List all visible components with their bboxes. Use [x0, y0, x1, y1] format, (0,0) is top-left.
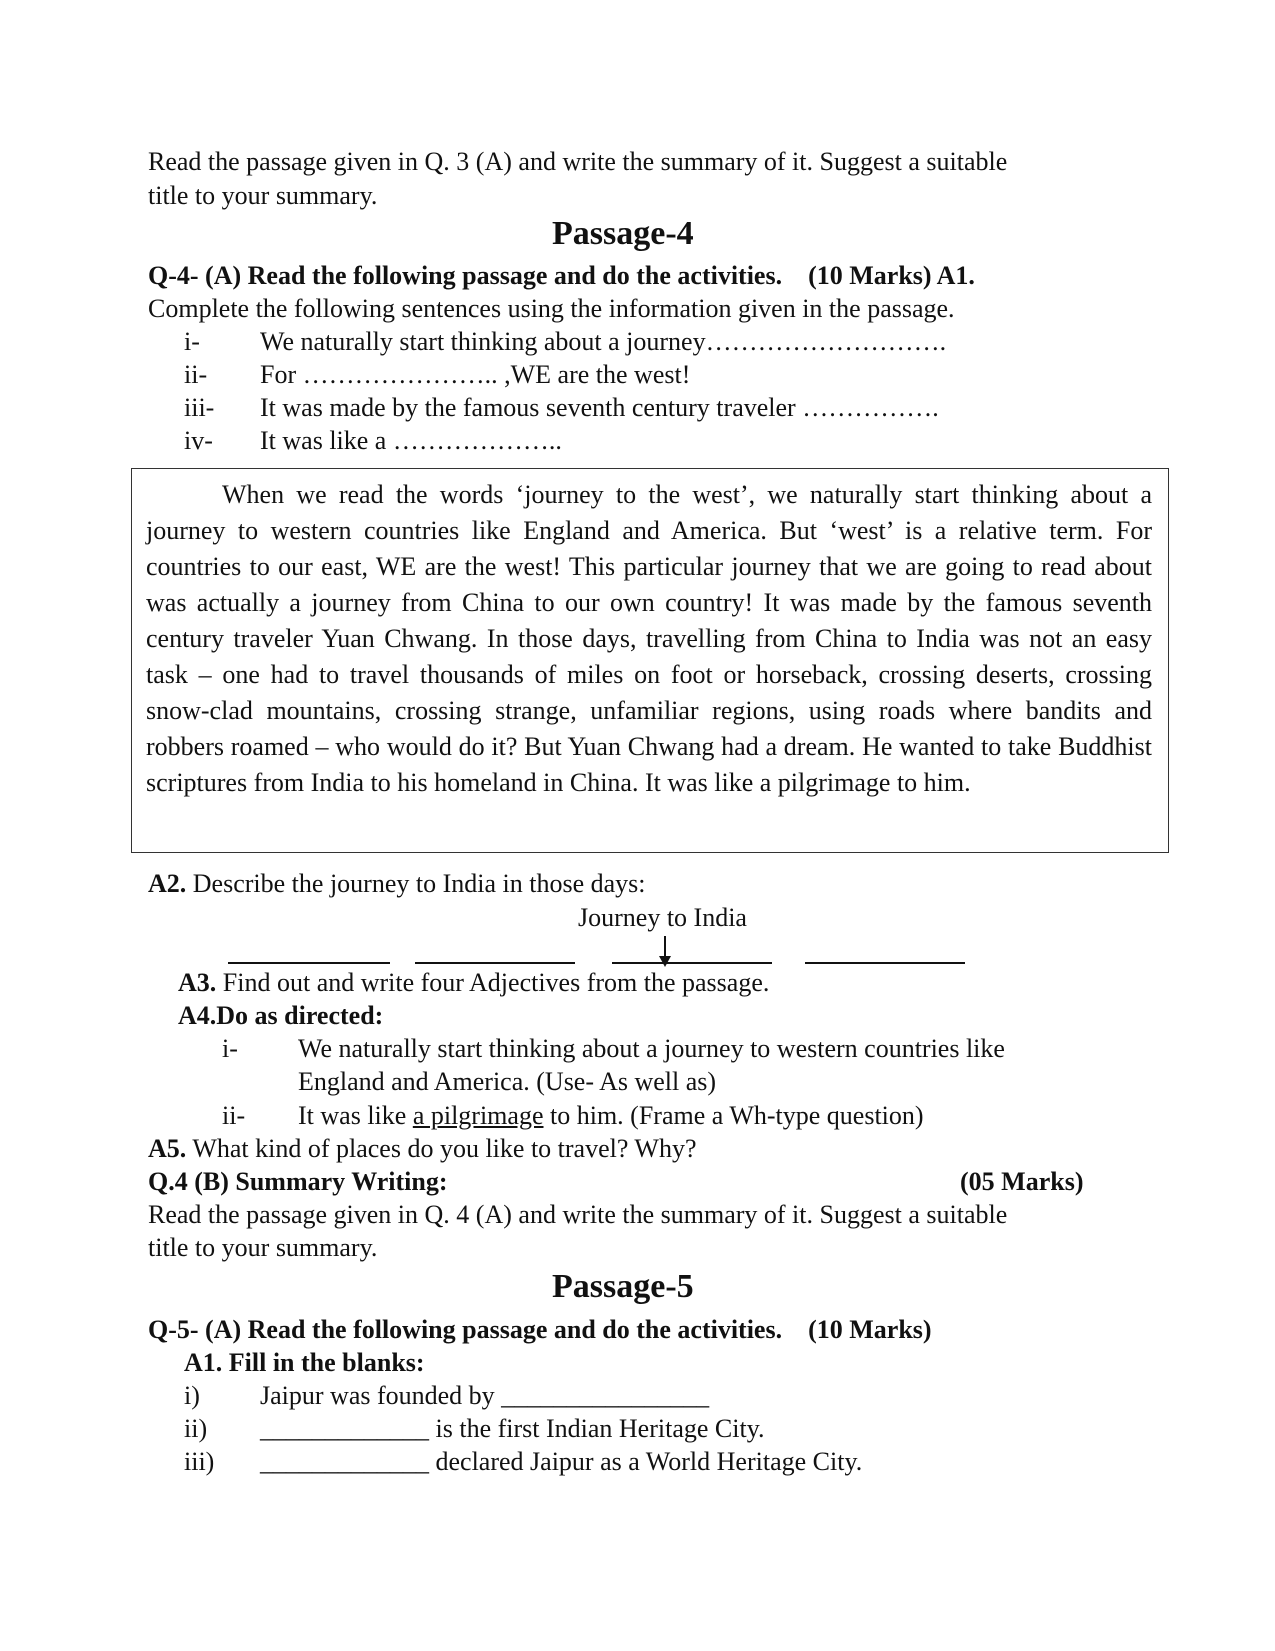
q5-a1-item-3-num: iii): [184, 1447, 215, 1476]
q4-a1-item-1-text: We naturally start thinking about a journey……………………….: [260, 327, 947, 356]
passage-4-heading: Passage-4: [552, 215, 694, 252]
intro-line-1: Read the passage given in Q. 3 (A) and write the summary of it. Suggest a suitable: [148, 147, 1008, 176]
q4-question: Q-4- (A) Read the following passage and do the activities. (10 Marks) A1.: [148, 261, 975, 290]
q4-a5: [148, 1133, 697, 1165]
passage-4-text: When we read the words ‘journey to the west’, we naturally start thinking about a journey to western countries like England and America. But ‘west’ is a relative term. For countries to our east, WE are the west! This particular journey that we are going to read about was actually a journey from China to our own country! It was made by the famous seventh century traveler Yuan Chwang. In those days, travelling from China to India was not an easy task – one had to travel thousands of miles on foot or horseback, crossing deserts, crossing snow-clad mountains, crossing strange, unfamiliar regions, using roads where bandits and robbers roamed – who would do it? But Yuan Chwang had a dream. He wanted to take Buddhist scriptures from India to his homeland in China. It was like a pilgrimage to him.: [146, 480, 1152, 797]
passage-4-box: [131, 468, 1169, 853]
q4-a4-item-1-text-1: We naturally start thinking about a journey to western countries like: [298, 1034, 1005, 1063]
q4-a1-item-2-text: For ………………….. ,WE are the west!: [260, 360, 691, 389]
answer-line-4[interactable]: [805, 962, 965, 964]
q5-a1-item-1-text: Jaipur was founded by ________________: [260, 1381, 710, 1410]
q5-a1-item-2-num: ii): [184, 1414, 208, 1443]
q4-a5-label: A5.: [148, 1134, 187, 1163]
q4-a3: [178, 967, 769, 999]
q4-a4-item-2-pre: It was like: [298, 1101, 413, 1130]
q4-a3-text: Find out and write four Adjectives from the passage.: [222, 968, 770, 997]
q4-a3-label: A3.: [178, 968, 217, 997]
answer-line-2[interactable]: [415, 962, 575, 964]
q4-a4-item-2-text: [298, 1100, 924, 1132]
q4-a1-item-1-num: i-: [184, 327, 200, 356]
q4-a4-item-1-text-2: England and America. (Use- As well as): [298, 1067, 717, 1096]
q4b-line-2: title to your summary.: [148, 1233, 378, 1262]
q4-a4-item-2-num: ii-: [222, 1101, 246, 1130]
q4-a2-label: A2.: [148, 869, 187, 898]
q4-a1-item-3-text: It was made by the famous seventh century traveler …………….: [260, 393, 939, 422]
q4-a1-item-2-num: ii-: [184, 360, 208, 389]
answer-line-3[interactable]: [612, 962, 772, 964]
q4-a5-text: What kind of places do you like to travel? Why?: [192, 1134, 697, 1163]
q4-a1-item-3-num: iii-: [184, 393, 215, 422]
q4-a4-item-2-post: to him. (Frame a Wh-type question): [543, 1101, 924, 1130]
q4b-label: Q.4 (B) Summary Writing:: [148, 1167, 448, 1196]
q4b-line-1: Read the passage given in Q. 4 (A) and write the summary of it. Suggest a suitable: [148, 1200, 1008, 1229]
q5-a1-label: A1. Fill in the blanks:: [184, 1348, 425, 1377]
q5-a1-item-1-num: i): [184, 1381, 200, 1410]
answer-line-1[interactable]: [228, 962, 390, 964]
down-arrow-icon: [655, 936, 675, 970]
q5-a1-item-3-text: _____________ declared Jaipur as a World Heritage City.: [260, 1447, 863, 1476]
q4-a2-text: Describe the journey to India in those days:: [192, 869, 646, 898]
q5-a1-item-2-text: _____________ is the first Indian Heritage City.: [260, 1414, 765, 1443]
q4b-marks: (05 Marks): [960, 1167, 1084, 1196]
q4-a1-item-4-num: iv-: [184, 426, 213, 455]
q4-a1-item-4-text: It was like a ………………..: [260, 426, 562, 455]
q4-a4-item-2-underlined: a pilgrimage: [412, 1101, 544, 1130]
q5-question: Q-5- (A) Read the following passage and do the activities. (10 Marks): [148, 1315, 932, 1344]
diagram-center-label: Journey to India: [578, 903, 747, 932]
q4-a2: [148, 868, 646, 900]
passage-5-heading: Passage-5: [552, 1268, 694, 1305]
q4-a4-item-1-num: i-: [222, 1034, 238, 1063]
intro-line-2: title to your summary.: [148, 181, 378, 210]
q4-a4-label: A4.Do as directed:: [178, 1001, 384, 1030]
q4-instruction: Complete the following sentences using the information given in the passage.: [148, 294, 955, 323]
